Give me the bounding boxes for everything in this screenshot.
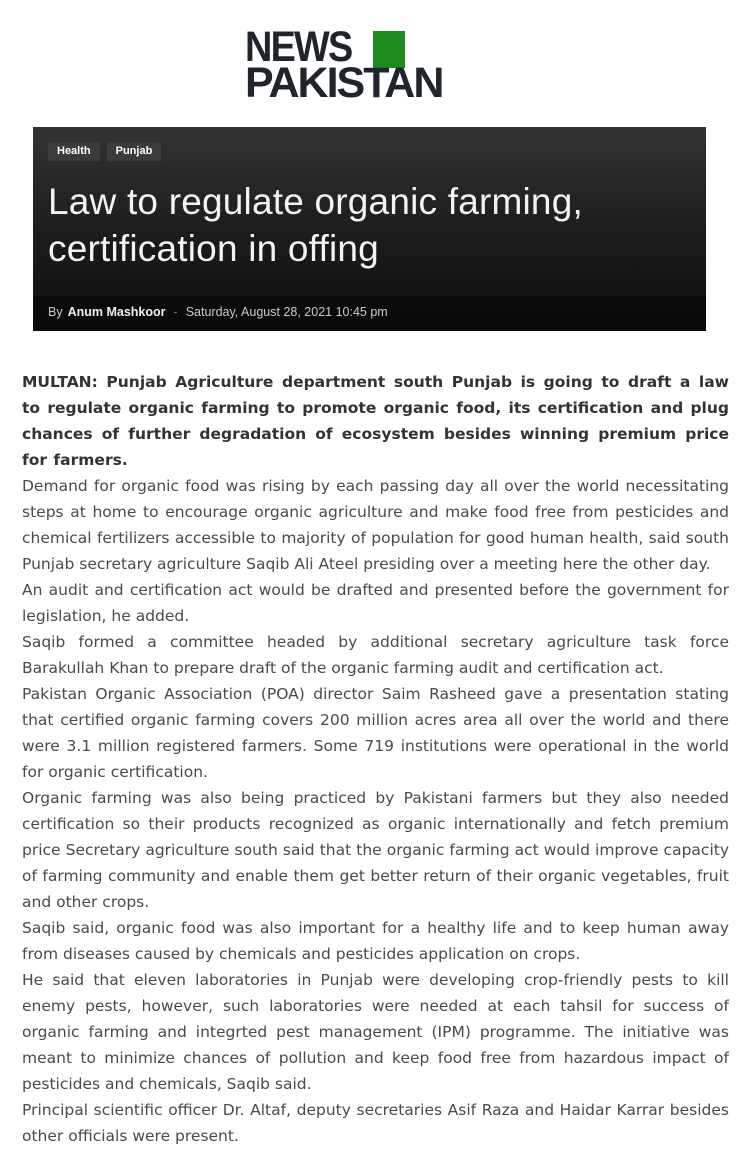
lead-paragraph: MULTAN: Punjab Agriculture department south Punjab is going to draft a law to regulate organic farming to promote organic food, its certification and plug chances of further degradation of ecosystem besides winning premium price for farmers. [22, 373, 729, 469]
paragraph: Demand for organic food was rising by each passing day all over the world necessitating steps at home to encourage organic agriculture and make food free from pesticides and chemical fertilizers accessible to majority of population for good human health, said south Punjab secretary agriculture Saqib Ali Ateel presiding over a meeting here the other day. [22, 477, 729, 573]
article-header [33, 127, 706, 331]
tag-punjab[interactable]: Punjab [107, 142, 162, 161]
paragraph: Organic farming was also being practiced by Pakistani farmers but they also needed certification so their products recognized as organic internationally and fetch premium price Secretary agriculture south said that the organic farming act would improve capacity of farming community and enable them get better return of their organic vegetables, fruit and other crops. [22, 789, 729, 911]
logo-text-pakistan: PAKISTAN [245, 59, 443, 107]
author-link[interactable]: Anum Mashkoor [67, 305, 166, 319]
category-tags [48, 142, 691, 161]
byline [33, 296, 706, 331]
tag-health[interactable]: Health [48, 142, 100, 161]
paragraph: Saqib formed a committee headed by additional secretary agriculture task force Barakullah Khan to prepare draft of the organic farming audit and certification act. [22, 633, 729, 677]
article-headline: Law to regulate organic farming, certification in offing [48, 181, 583, 269]
publish-date: Saturday, August 28, 2021 10:45 pm [185, 305, 388, 319]
article-body [22, 369, 729, 1173]
site-logo[interactable] [245, 23, 443, 107]
byline-separator: - [173, 305, 178, 319]
paragraph: An audit and certification act would be drafted and presented before the government for legislation, he added. [22, 581, 729, 625]
byline-prefix: By [48, 305, 63, 319]
logo-text-news: NEWS [245, 23, 352, 71]
paragraph: Saqib said, organic food was also important for a healthy life and to keep human away from diseases caused by chemicals and pesticides application on crops. [22, 919, 729, 963]
paragraph: He said that eleven laboratories in Punjab were developing crop-friendly pests to kill enemy pests, however, such laboratories were needed at each tahsil for success of organic farming and integrted pest management (IPM) programme. The initiative was meant to minimize chances of pollution and keep food free from hazardous impact of pesticides and chemicals, Saqib said. [22, 971, 729, 1093]
paragraph: Pakistan Organic Association (POA) director Saim Rasheed gave a presentation stating that certified organic farming covers 200 million acres area all over the world and there were 3.1 million registered farmers. Some 719 institutions were operational in the world for organic certification. [22, 685, 729, 781]
paragraph: Principal scientific officer Dr. Altaf, deputy secretaries Asif Raza and Haidar Karrar besides other officials were present. [22, 1101, 729, 1145]
